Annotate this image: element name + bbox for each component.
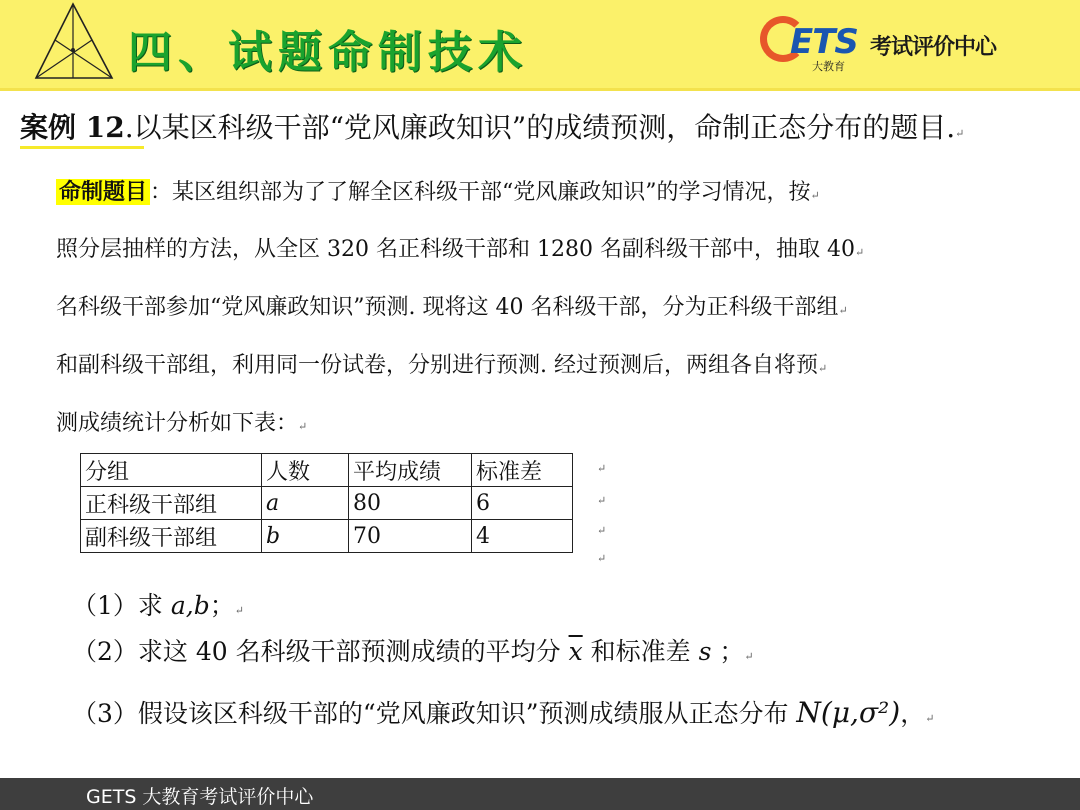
return-mark: ↵	[597, 524, 607, 537]
case-underline	[20, 146, 144, 149]
table-cell: 副科级干部组	[81, 520, 262, 553]
problem-line-5: 测成绩统计分析如下表：↵	[56, 411, 308, 436]
footer-bar	[0, 778, 1080, 810]
table-header-cell: 标准差	[472, 454, 573, 487]
problem-line-1: 命制题目 ：某区组织部为了了解全区科级干部“党风廉政知识”的学习情况，按↵	[56, 178, 820, 210]
x-bar-symbol: $\overline{x}$	[568, 637, 583, 666]
problem-line-2: 照分层抽样的方法，从全区 320 名正科级干部和 1280 名副科级干部中，抽取 40↵	[56, 237, 865, 262]
table-cell: 正科级干部组	[81, 487, 262, 520]
page-title: 四、试题命制技术	[128, 27, 528, 78]
gets-logo-letters: ETS	[790, 22, 858, 62]
return-mark: ↵	[597, 494, 607, 507]
gets-logo	[760, 16, 1060, 76]
case-label: 案例 12	[20, 111, 125, 144]
table-cell: a	[262, 487, 349, 520]
table-cell: 4	[472, 520, 573, 553]
return-mark: ↵	[597, 552, 607, 565]
table-header-cell: 人数	[262, 454, 349, 487]
return-mark: ↵	[597, 462, 607, 475]
question-2: （2）求这 40 名科级干部预测成绩的平均分 $\overline{x}$ 和标准差 s ；↵	[72, 637, 754, 666]
header-divider	[0, 88, 1080, 91]
gets-logo-org-name: 考试评价中心	[870, 35, 997, 60]
normal-distribution-formula: N(μ,σ²)	[796, 696, 901, 729]
stats-table	[80, 453, 573, 553]
question-3: （3）假设该区科级干部的“党风廉政知识”预测成绩服从正态分布 N(μ,σ²)，↵	[72, 696, 935, 729]
table-cell: 70	[349, 520, 472, 553]
table-row	[81, 487, 573, 520]
table-header-cell: 分组	[81, 454, 262, 487]
table-cell: 80	[349, 487, 472, 520]
triangle-geometry-icon	[28, 0, 118, 88]
table-header-cell: 平均成绩	[349, 454, 472, 487]
problem-line-3: 名科级干部参加“党风廉政知识”预测. 现将这 40 名科级干部，分为正科级干部组↵	[56, 295, 848, 320]
question-1: （1）求 a,b；↵	[72, 591, 244, 620]
gets-logo-subtitle: 大教育	[812, 60, 845, 73]
table-header-row	[81, 454, 573, 487]
problem-line-4: 和副科级干部组，利用同一份试卷，分别进行预测. 经过预测后，两组各自将预↵	[56, 353, 828, 378]
footer-text: GETS 大教育考试评价中心	[86, 786, 314, 808]
case-text: .以某区科级干部“党风廉政知识”的成绩预测，命制正态分布的题目.	[124, 111, 956, 144]
table-row	[81, 520, 573, 553]
table-cell: b	[262, 520, 349, 553]
case-heading: 案例 12.以某区科级干部“党风廉政知识”的成绩预测，命制正态分布的题目.↵	[20, 111, 965, 144]
problem-highlight-label: 命制题目	[56, 179, 150, 205]
table-cell: 6	[472, 487, 573, 520]
